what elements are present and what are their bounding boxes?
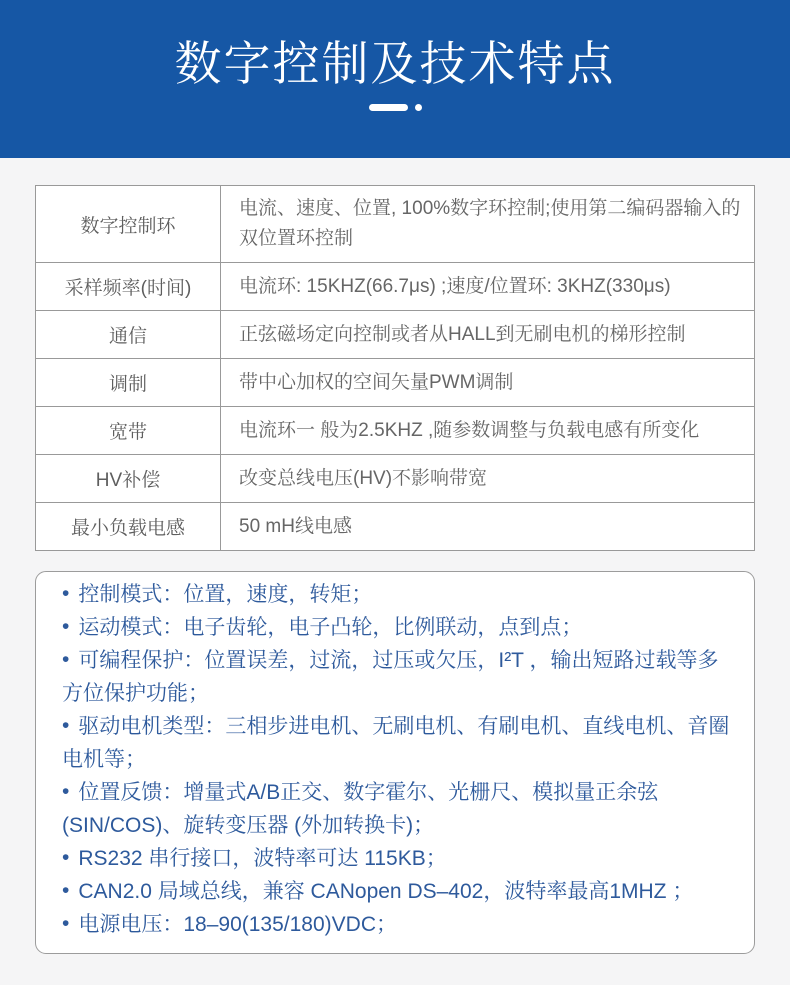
spec-label-cell: 最小负载电感 — [36, 503, 221, 551]
bullet-dot-icon: • — [62, 582, 70, 605]
features-box — [35, 571, 755, 954]
spec-value-cell: 50 mH线电感 — [221, 503, 755, 551]
feature-text: 驱动电机类型：三相步进电机、无刷电机、有刷电机、直线电机、音圈电机等； — [62, 715, 730, 771]
bullet-dot-icon: • — [62, 846, 70, 869]
feature-item — [62, 578, 734, 611]
feature-text: RS232 串行接口，波特率可达 115KB； — [78, 847, 447, 870]
spec-table-row — [36, 455, 755, 503]
spec-table-row — [36, 186, 755, 263]
bullet-dot-icon: • — [62, 879, 70, 902]
spec-label-cell: 调制 — [36, 359, 221, 407]
spec-value-cell: 正弦磁场定向控制或者从HALL到无刷电机的梯形控制 — [221, 311, 755, 359]
spec-table-body — [36, 186, 755, 551]
feature-item — [62, 644, 734, 710]
spec-label-cell: 通信 — [36, 311, 221, 359]
spec-value-cell: 带中心加权的空间矢量PWM调制 — [221, 359, 755, 407]
spec-table-row — [36, 311, 755, 359]
bullet-dot-icon: • — [62, 714, 70, 737]
spec-table-row — [36, 359, 755, 407]
spec-value-cell: 电流环: 15KHZ(66.7μs) ;速度/位置环: 3KHZ(330μs) — [221, 263, 755, 311]
spec-table-row — [36, 407, 755, 455]
feature-item — [62, 875, 734, 908]
title-underline — [369, 104, 422, 111]
bullet-dot-icon: • — [62, 615, 70, 638]
spec-table-row — [36, 503, 755, 551]
feature-text: 位置反馈：增量式A/B正交、数字霍尔、光栅尺、模拟量正余弦(SIN/COS)、旋转变压器 (外加转换卡)； — [62, 781, 659, 837]
bullet-dot-icon: • — [62, 912, 70, 935]
bullet-dot-icon: • — [62, 780, 70, 803]
feature-text: CAN2.0 局域总线，兼容 CANopen DS–402，波特率最高1MHZ ； — [78, 880, 694, 903]
feature-text: 运动模式：电子齿轮，电子凸轮，比例联动，点到点； — [78, 616, 583, 639]
spec-table — [35, 185, 755, 551]
feature-item — [62, 776, 734, 842]
spec-label-cell: 宽带 — [36, 407, 221, 455]
feature-text: 可编程保护：位置误差，过流，过压或欠压，I²T ，输出短路过载等多方位保护功能； — [62, 649, 719, 705]
feature-text: 控制模式：位置，速度，转矩； — [78, 583, 373, 606]
underline-dash-icon — [369, 104, 408, 111]
feature-list — [62, 578, 734, 941]
spec-label-cell: 采样频率(时间) — [36, 263, 221, 311]
feature-item — [62, 611, 734, 644]
feature-text: 电源电压：18–90(135/180)VDC； — [78, 913, 397, 936]
page-title: 数字控制及技术特点 — [174, 37, 616, 90]
feature-item — [62, 908, 734, 941]
spec-value-cell: 电流环一 般为2.5KHZ ,随参数调整与负载电感有所变化 — [221, 407, 755, 455]
header-banner — [0, 0, 790, 158]
spec-table-row — [36, 263, 755, 311]
feature-item — [62, 710, 734, 776]
underline-dot-icon — [415, 104, 422, 111]
bullet-dot-icon: • — [62, 648, 70, 671]
spec-value-cell: 电流、速度、位置, 100%数字环控制;使用第二编码器输入的双位置环控制 — [221, 186, 755, 263]
spec-label-cell: HV补偿 — [36, 455, 221, 503]
spec-label-cell: 数字控制环 — [36, 186, 221, 263]
spec-value-cell: 改变总线电压(HV)不影响带宽 — [221, 455, 755, 503]
feature-item — [62, 842, 734, 875]
